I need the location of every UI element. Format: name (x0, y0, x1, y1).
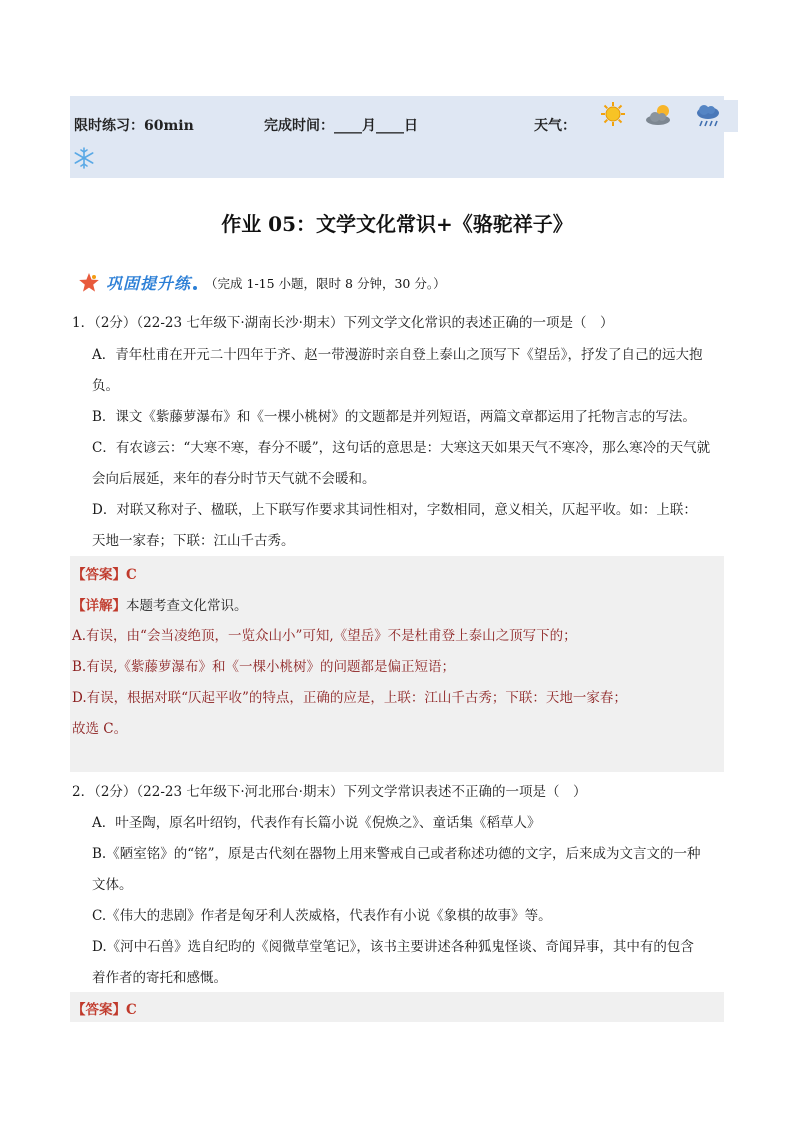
star-icon (78, 272, 100, 294)
question-1-stem: 1．（2分）（22-23 七年级下·湖南长沙·期末）下列文学文化常识的表述正确的一项是（ ） (72, 315, 614, 331)
question-2-option-b-cont: 文体。 (92, 877, 133, 893)
question-1-option-d-cont: 天地一家春；下联：江山千古秀。 (92, 533, 295, 549)
question-2-stem: 2．（2分）（22-23 七年级下·河北邢台·期末）下列文学常识表述不正确的一项是（ ） (72, 784, 587, 800)
question-2-option-d-cont: 着作者的寄托和感慨。 (92, 970, 227, 986)
question-1-option-a: A．青年杜甫在开元二十四年于齐、赵一带漫游时亲自登上泰山之顶写下《望岳》，抒发了自己的远大抱 (92, 347, 703, 363)
question-2-option-b: B.《陋室铭》的“铭”，原是古代刻在器物上用来警戒自己或者称述功德的文字，后来成为文言文的一种 (92, 846, 701, 862)
detail-text: 本题考查文化常识。 (126, 598, 248, 614)
header-tab (722, 100, 738, 132)
rain-icon (694, 102, 722, 130)
detail-1 (72, 594, 248, 614)
question-1-option-c: C．有农谚云：“大寒不寒，春分不暖”，这句话的意思是：大寒这天如果天气不寒冷，那么寒冷的天气就 (92, 440, 711, 456)
section-dot (193, 286, 197, 290)
weather-label: 天气： (534, 118, 576, 134)
time-limit: 限时练习：60min (74, 118, 194, 134)
question-2-option-a: A．叶圣陶，原名叶绍钧，代表作有长篇小说《倪焕之》、童话集《稻草人》 (92, 815, 541, 831)
answer-value: C (126, 1002, 137, 1018)
snowflake-icon (72, 146, 96, 170)
answer-value: C (126, 567, 137, 583)
section-heading (78, 271, 446, 294)
answer-1 (72, 563, 137, 583)
answer-tag: 【答案】 (72, 567, 126, 583)
question-2-option-c: C.《伟大的悲剧》作者是匈牙利人茨威格，代表作有小说《象棋的故事》等。 (92, 908, 552, 924)
question-1-option-d: D．对联又称对子、楹联，上下联写作要求其词性相对，字数相同，意义相关，仄起平收。如：上联： (92, 502, 697, 518)
page-title: 作业 05：文学文化常识+《骆驼祥子》 (221, 212, 573, 236)
detail-tag: 【详解】 (72, 598, 126, 614)
finish-time: 完成时间：____月____日 (264, 118, 418, 134)
answer-tag: 【答案】 (72, 1002, 126, 1018)
explanation-b: B.有误,《紫藤萝瀑布》和《一棵小桃树》的问题都是偏正短语； (72, 659, 456, 675)
question-1-option-b: B．课文《紫藤萝瀑布》和《一棵小桃树》的文题都是并列短语，两篇文章都运用了托物言志的写法。 (92, 409, 696, 425)
section-label: 巩固提升练 (106, 274, 192, 293)
partly-cloudy-icon (644, 102, 676, 128)
section-note: （完成 1-15 小题，限时 8 分钟，30 分。） (205, 275, 446, 291)
answer-2 (72, 998, 137, 1018)
question-2-option-d: D.《河中石兽》选自纪昀的《阅微草堂笔记》，该书主要讲述各种狐鬼怪谈、奇闻异事，其中有的包含 (92, 939, 694, 955)
question-1-option-c-cont: 会向后展延，来年的春分时节天气就不会暖和。 (92, 471, 376, 487)
question-1-option-a-cont: 负。 (92, 378, 119, 394)
explanation-d: D.有误，根据对联“仄起平收”的特点，正确的应是，上联：江山千古秀；下联：天地一家春； (72, 690, 627, 706)
answer-box-2 (70, 992, 724, 1022)
explanation-a: A.有误，由“会当凌绝顶，一览众山小”可知,《望岳》不是杜甫登上泰山之顶写下的； (72, 628, 577, 644)
explanation-conclusion: 故选 C。 (72, 721, 128, 737)
sun-icon (600, 101, 626, 127)
